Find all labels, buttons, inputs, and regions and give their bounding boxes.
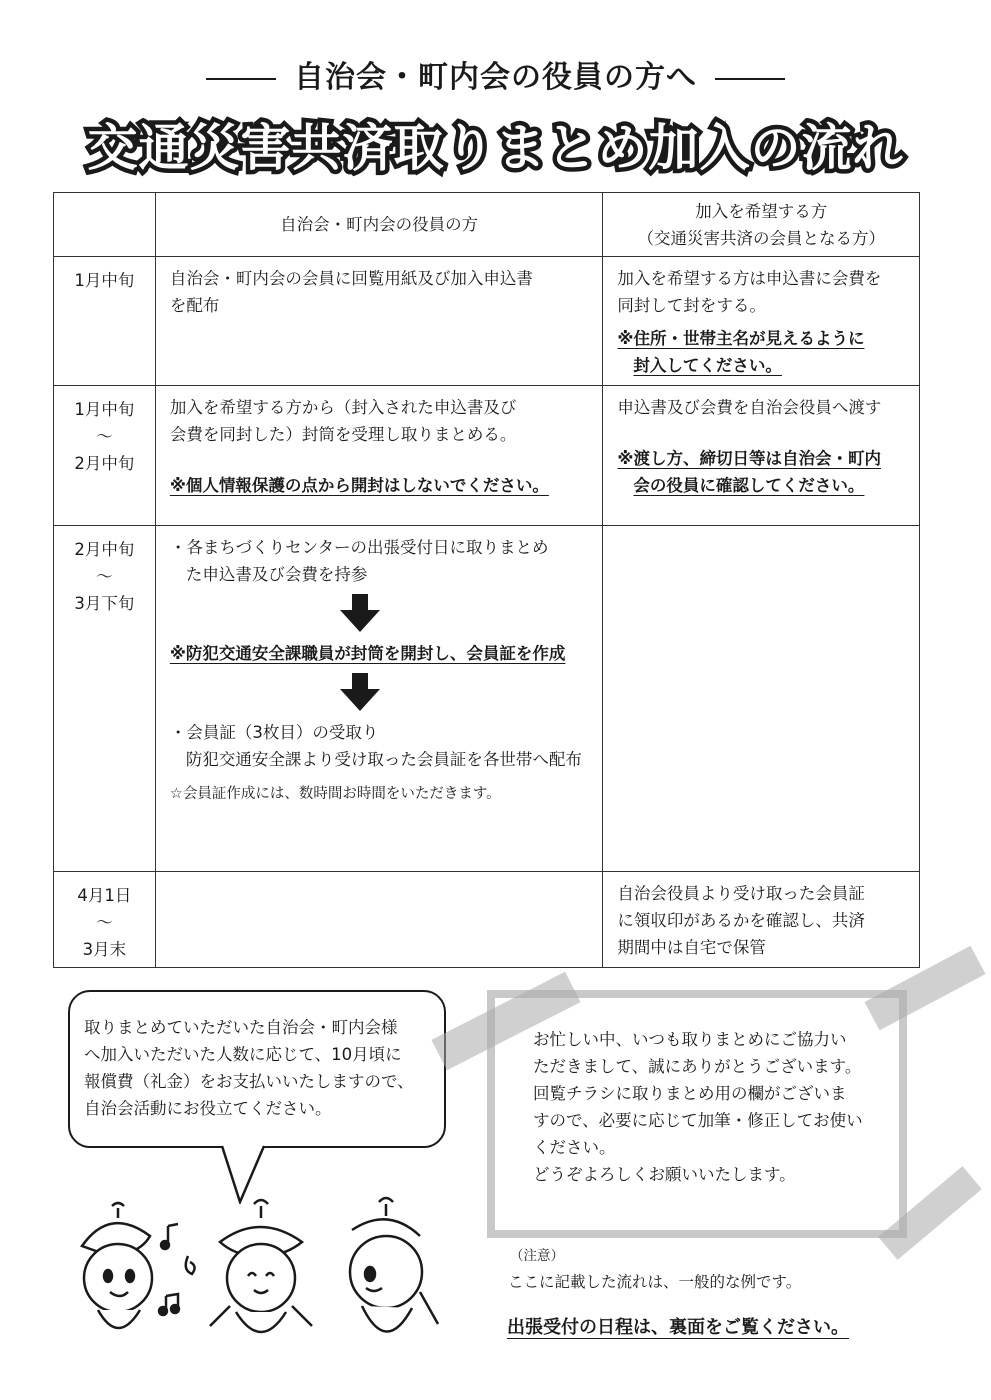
bubble-line: 自治会活動にお役立てください。 <box>84 1099 332 1118</box>
period-cell <box>54 257 156 386</box>
applicant-cell <box>603 386 920 526</box>
applicant-note: ※住所・世帯主名が見えるように <box>617 329 865 348</box>
header-applicant-line1: 加入を希望する方 <box>695 201 828 221</box>
thank-you-notice <box>487 990 907 1238</box>
flow-table <box>53 192 920 968</box>
tape-decoration-icon <box>878 1166 982 1260</box>
applicant-note: 会の役員に確認してください。 <box>633 476 865 495</box>
officer-line: 加入を希望する方から（封入された申込書及び <box>169 398 517 417</box>
officer-line: を配布 <box>169 296 220 315</box>
bubble-tail-icon <box>220 1140 270 1204</box>
bubble-line: へ加入いただいた人数に応じて、10月頃に <box>84 1045 402 1064</box>
subtitle-left-rule <box>206 78 276 80</box>
header-applicant-line2: （交通災害共済の会員となる方） <box>637 228 885 248</box>
subtitle-text: 自治会・町内会の役員の方へ <box>294 60 697 95</box>
bubble-line: 報償費（礼金）をお支払いいたしますので、 <box>84 1072 414 1091</box>
step-line: ・会員証（3枚目）の受取り <box>169 723 379 742</box>
header-officer: 自治会・町内会の役員の方 <box>155 193 603 257</box>
period-text: 2月中旬 <box>74 540 135 559</box>
step-small-note: ☆会員証作成には、数時間お時間をいただきます。 <box>169 786 501 802</box>
caution-text: ここに記載した流れは、一般的な例です。 <box>508 1273 802 1291</box>
header-applicant <box>603 193 920 257</box>
down-arrow-icon <box>340 673 380 711</box>
applicant-note: ※渡し方、締切日等は自治会・町内 <box>617 449 881 468</box>
speech-bubble <box>68 990 446 1148</box>
notice-line: ください。 <box>533 1138 616 1157</box>
back-page-note: 出張受付の日程は、裏面をご覧ください。 <box>507 1317 849 1338</box>
bubble-line: 取りまとめていただいた自治会・町内会様 <box>84 1018 398 1037</box>
applicant-line: 加入を希望する方は申込書に会費を <box>617 269 882 288</box>
period-text: ～ <box>96 913 113 932</box>
officer-line: 自治会・町内会の会員に回覧用紙及び加入申込書 <box>169 269 533 288</box>
page-title: 交通災害共済取りまとめ加入の流れ <box>87 119 904 177</box>
notice-line: ただきまして、誠にありがとうございます。 <box>533 1057 862 1076</box>
period-cell <box>54 872 156 968</box>
applicant-cell <box>603 872 920 968</box>
period-text: ～ <box>96 567 113 586</box>
period-text: 1月中旬 <box>74 400 135 419</box>
step-line: ・各まちづくりセンターの出張受付日に取りまとめ <box>169 538 549 557</box>
down-arrow-icon <box>340 594 380 632</box>
step-line: 防犯交通安全課より受け取った会員証を各世帯へ配布 <box>185 750 582 769</box>
applicant-line: 期間中は自宅で保管 <box>617 938 766 957</box>
table-row <box>54 872 920 968</box>
period-cell <box>54 386 156 526</box>
subtitle <box>0 52 991 96</box>
table-row <box>54 526 920 872</box>
mascot-characters-icon <box>70 1196 450 1356</box>
officer-note: ※個人情報保護の点から開封はしないでください。 <box>169 476 549 495</box>
notice-line: 回覧チラシに取りまとめ用の欄がございま <box>533 1084 847 1103</box>
caution-label: （注意） <box>510 1248 564 1264</box>
period-text: 3月下旬 <box>74 594 135 613</box>
period-text: 1月中旬 <box>74 271 135 290</box>
period-text: ～ <box>96 427 113 446</box>
notice-line: すので、必要に応じて加筆・修正してお使い <box>533 1111 863 1130</box>
officer-cell <box>155 257 603 386</box>
table-row <box>54 257 920 386</box>
period-text: 3月末 <box>82 940 127 959</box>
applicant-line: に領収印があるかを確認し、共済 <box>617 911 865 930</box>
officer-line: 会費を同封した）封筒を受理し取りまとめる。 <box>169 425 517 444</box>
applicant-line: 申込書及び会費を自治会役員へ渡す <box>617 398 882 417</box>
officer-cell <box>155 386 603 526</box>
table-row <box>54 386 920 526</box>
header-period <box>54 193 156 257</box>
notice-line: お忙しい中、いつも取りまとめにご協力い <box>533 1030 847 1049</box>
period-text: 4月1日 <box>77 886 132 905</box>
table-header-row <box>54 193 920 257</box>
applicant-line: 同封して封をする。 <box>617 296 766 315</box>
applicant-line: 自治会役員より受け取った会員証 <box>617 884 865 903</box>
officer-cell <box>155 872 603 968</box>
subtitle-right-rule <box>715 78 785 80</box>
applicant-cell <box>603 257 920 386</box>
step-line: た申込書及び会費を持参 <box>185 565 368 584</box>
applicant-cell <box>603 526 920 872</box>
step-note: ※防犯交通安全課職員が封筒を開封し、会員証を作成 <box>169 644 566 663</box>
applicant-note: 封入してください。 <box>633 356 782 375</box>
officer-cell <box>155 526 603 872</box>
period-text: 2月中旬 <box>74 454 135 473</box>
notice-line: どうぞよろしくお願いいたします。 <box>533 1165 796 1184</box>
period-cell <box>54 526 156 872</box>
